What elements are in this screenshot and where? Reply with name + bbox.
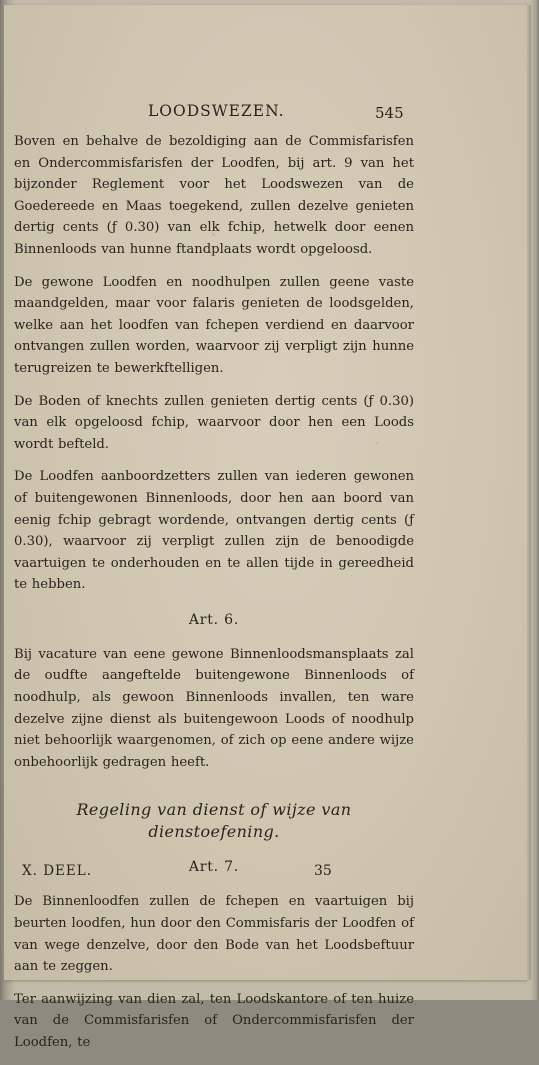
section-heading: Regeling van dienst of wijze van dienstoefening. bbox=[76, 800, 352, 842]
page-body bbox=[14, 131, 414, 1065]
article-heading: Art. 7. bbox=[188, 859, 240, 876]
paragraph: De Boden of knechts zullen genieten dertig cents (ƒ 0.30) van elk opgeloosd fchip, waarvoor door hen een Loods wordt befteld. bbox=[14, 393, 414, 452]
running-head: LOODSWEZEN. bbox=[148, 102, 285, 120]
volume-signature: X. DEEL. bbox=[22, 863, 92, 879]
page-header bbox=[4, 99, 527, 125]
paragraph: Bij vacature van eene gewone Binnenloodsmansplaats zal de oudfte aangeftelde buitengewone Binnenloods of noodhulp, als gewoon Binnenloods invallen, ten ware dezelve zijne dienst als buitengewoon Loods of noodhulp niet behoorlijk waargenomen, of zich op eene andere wijze onbehoorlijk gedragen heeft. bbox=[14, 646, 414, 770]
book-page bbox=[4, 5, 527, 1050]
paragraph: De Loodfen aanboordzetters zullen van iederen gewonen of buitengewonen Binnenloods, door hen aan boord van eenig fchip gebragt wordende, ontvangen dertig cents (ƒ 0.30), waarvoor zij verpligt zullen zijn de benoodigde vaartuigen te onderhouden en te allen tijde in gereedheid te hebben. bbox=[14, 469, 414, 593]
signature-mark: 35 bbox=[314, 863, 332, 879]
paragraph: Boven en behalve de bezoldiging aan de Commisfarisfen en Ondercommisfarisfen der Loodfen, bij art. 9 van het bijzonder Reglement voor het Loodswezen van de Goedereede en Maas toegekend, zullen dezelve genieten dertig cents (ƒ 0.30) van elk fchip, hetwelk door eenen Binnenloods van hunne ftandplaats wordt opgeloosd. bbox=[14, 134, 414, 257]
page-footer bbox=[4, 863, 527, 883]
paragraph: De Binnenloodfen zullen de fchepen en vaartuigen bij beurten loodfen, hun door den Commisfaris der Loodfen of van wege denzelve, door den Bode van het Loodsbeftuur aan te zeggen. bbox=[14, 894, 414, 975]
page-number: 545 bbox=[375, 104, 404, 122]
paragraph: De gewone Loodfen en noodhulpen zullen geene vaste maandgelden, maar voor falaris genieten de loodsgelden, welke aan het loodfen van fchepen verdiend en daarvoor ontvangen zullen worden, waarvoor zij verpligt zijn hunne terugreizen te bewerkftelligen. bbox=[14, 274, 414, 376]
article-heading: Art. 6. bbox=[188, 611, 240, 628]
page-edge bbox=[527, 5, 531, 980]
paragraph: Ter aanwijzing van dien zal, ten Loodskantore of ten huize van de Commisfarisfen of Ondercommisfarisfen der Loodfen, te bbox=[14, 991, 414, 1050]
